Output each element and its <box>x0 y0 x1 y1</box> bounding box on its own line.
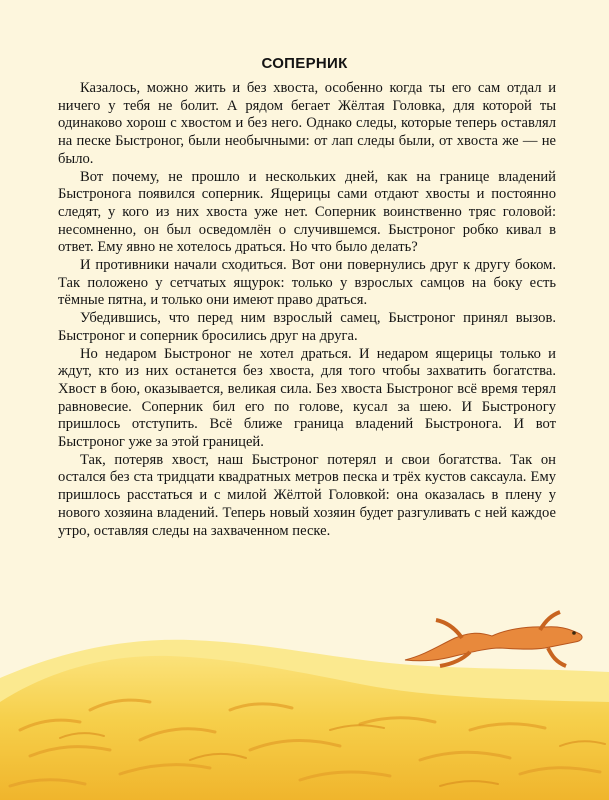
paragraph-1: Казалось, можно жить и без хвоста, особенно когда ты его сам отдал и ничего у тебя не болит. А рядом бегает Жёлтая Головка, для которой ты одинаково хорош с хвостом и без него. Однако следы, которые теперь оставлял на песке Быстроног, были необычными: от лап следы были, от хвоста же — не было. <box>58 80 556 167</box>
paragraph-3: И противники начали сходиться. Вот они повернулись друг к другу боком. Так положено у сетчатых ящурок: только у взрослых самцов на боку есть тёмные пятна, и только они имеют право драться. <box>58 257 556 309</box>
page-title: СОПЕРНИК <box>261 55 348 72</box>
paragraph-4: Убедившись, что перед ним взрослый самец, Быстроног принял вызов. Быстроног и соперник бросились друг на друга. <box>58 310 556 344</box>
paragraph-5: Но недаром Быстроног не хотел драться. И недаром ящерицы только и ждут, кто из них останется без хвоста, для того чтобы захватить богатства. Хвост в бою, оказывается, великая сила. Без хвоста Быстроног всё время терял равновесие. Соперник бил его по голове, кусал за шею. И Быстроногу пришлось отступить. Всё ближе граница владений Быстронога. И вот Быстроног уже за этой границей. <box>58 345 556 451</box>
story-text <box>58 80 556 540</box>
lizard-figure <box>405 612 582 666</box>
paragraph-2: Вот почему, не прошло и нескольких дней, как на границе владений Быстронога появился соперник. Ящерицы сами отдают хвосты и постоянно следят, у кого из них хвоста уже нет. Соперник воинственно тряс головой: несомненно, он был осведомлён о случившемся. Быстроног робко кивал в ответ. Ему явно не хотелось драться. Но что было делать? <box>58 168 556 256</box>
desert-illustration <box>0 560 609 800</box>
paragraph-6: Так, потеряв хвост, наш Быстроног потерял и свои богатства. Так он остался без ста тридцати квадратных метров песка и трёх кустов саксаула. Ему пришлось расстаться и с милой Жёлтой Головкой: она оказалась в плену у нового хозяина владений. Теперь новый хозяин будет разгуливать с ней каждое утро, оставляя следы на захваченном песке. <box>58 451 556 539</box>
